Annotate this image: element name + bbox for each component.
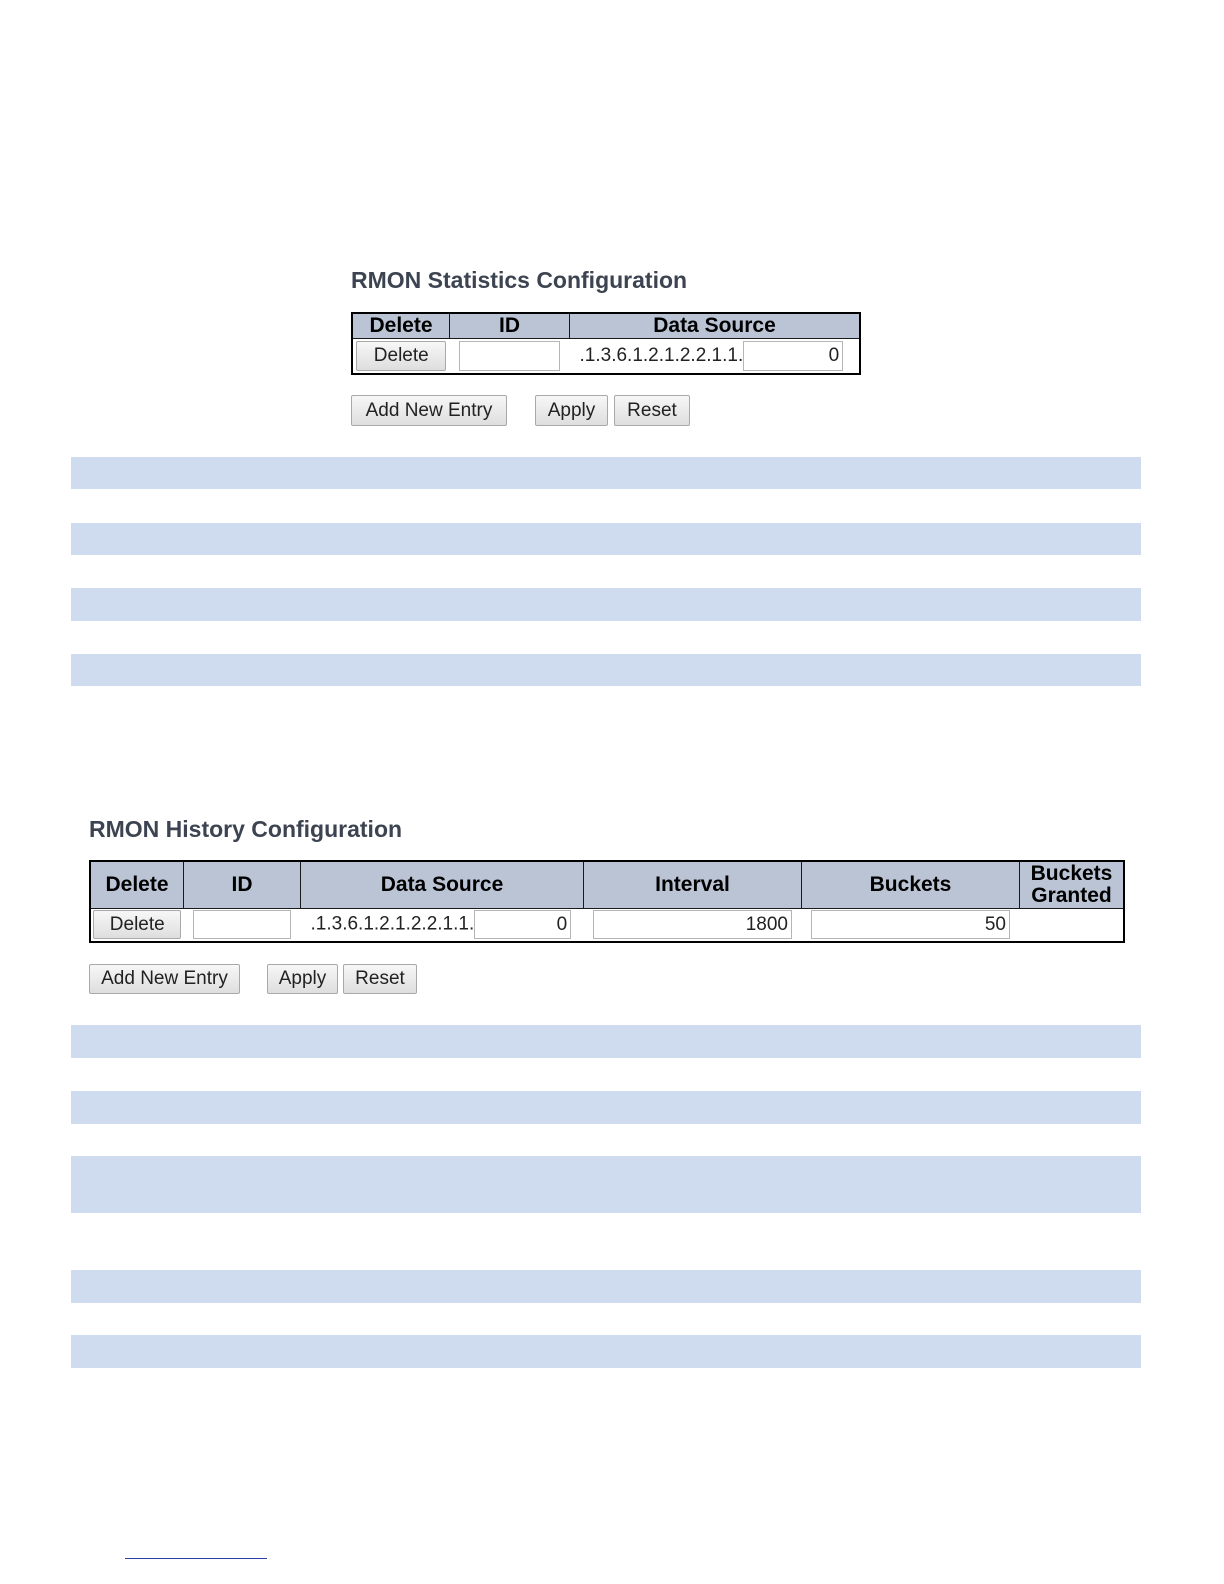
history-data-source-input[interactable]: 0 (474, 910, 571, 939)
stats-oid-prefix: .1.3.6.1.2.1.2.2.1.1. (579, 344, 744, 366)
history-header-data-source: Data Source (301, 861, 584, 908)
stats-id-input[interactable] (459, 341, 560, 371)
stats-add-new-entry-button[interactable]: Add New Entry (351, 395, 507, 426)
history-header-delete: Delete (90, 861, 184, 908)
stripe-band (71, 1335, 1141, 1368)
stripe-band (71, 588, 1141, 621)
history-buckets-input[interactable]: 50 (811, 910, 1010, 939)
history-id-input[interactable] (193, 910, 291, 939)
stripe-band (71, 523, 1141, 555)
stats-delete-button[interactable]: Delete (356, 341, 446, 371)
history-header-id: ID (184, 861, 301, 908)
history-buckets-granted-value (1020, 908, 1125, 942)
stats-header-data-source: Data Source (570, 313, 861, 338)
stats-header-delete: Delete (352, 313, 450, 338)
history-header-buckets-granted (1020, 861, 1125, 908)
stripe-band (71, 1091, 1141, 1124)
stripe-band (71, 457, 1141, 489)
stripe-band (71, 1270, 1141, 1303)
history-header-interval: Interval (584, 861, 802, 908)
stats-config-table (351, 312, 861, 375)
history-oid-prefix: .1.3.6.1.2.1.2.2.1.1. (310, 913, 475, 935)
history-apply-button[interactable]: Apply (267, 964, 338, 994)
stats-reset-button[interactable]: Reset (614, 395, 690, 426)
history-reset-button[interactable]: Reset (343, 964, 417, 994)
stats-data-source-input[interactable]: 0 (743, 341, 843, 371)
stripe-band (71, 1025, 1141, 1058)
stats-apply-button[interactable]: Apply (535, 395, 608, 426)
buckets-granted-line1: Buckets (1030, 861, 1113, 885)
buckets-granted-line2: Granted (1031, 883, 1112, 907)
history-config-table (89, 860, 1125, 943)
stripe-band (71, 1156, 1141, 1213)
history-add-new-entry-button[interactable]: Add New Entry (89, 964, 240, 994)
table-row (90, 908, 1124, 942)
table-row (352, 338, 860, 374)
history-header-buckets: Buckets (802, 861, 1020, 908)
stats-section-title: RMON Statistics Configuration (351, 267, 688, 293)
stats-header-id: ID (450, 313, 570, 338)
history-delete-button[interactable]: Delete (93, 910, 181, 939)
history-section-title: RMON History Configuration (89, 816, 403, 842)
footer-divider (125, 1558, 267, 1559)
history-interval-input[interactable]: 1800 (593, 910, 792, 939)
stripe-band (71, 654, 1141, 686)
